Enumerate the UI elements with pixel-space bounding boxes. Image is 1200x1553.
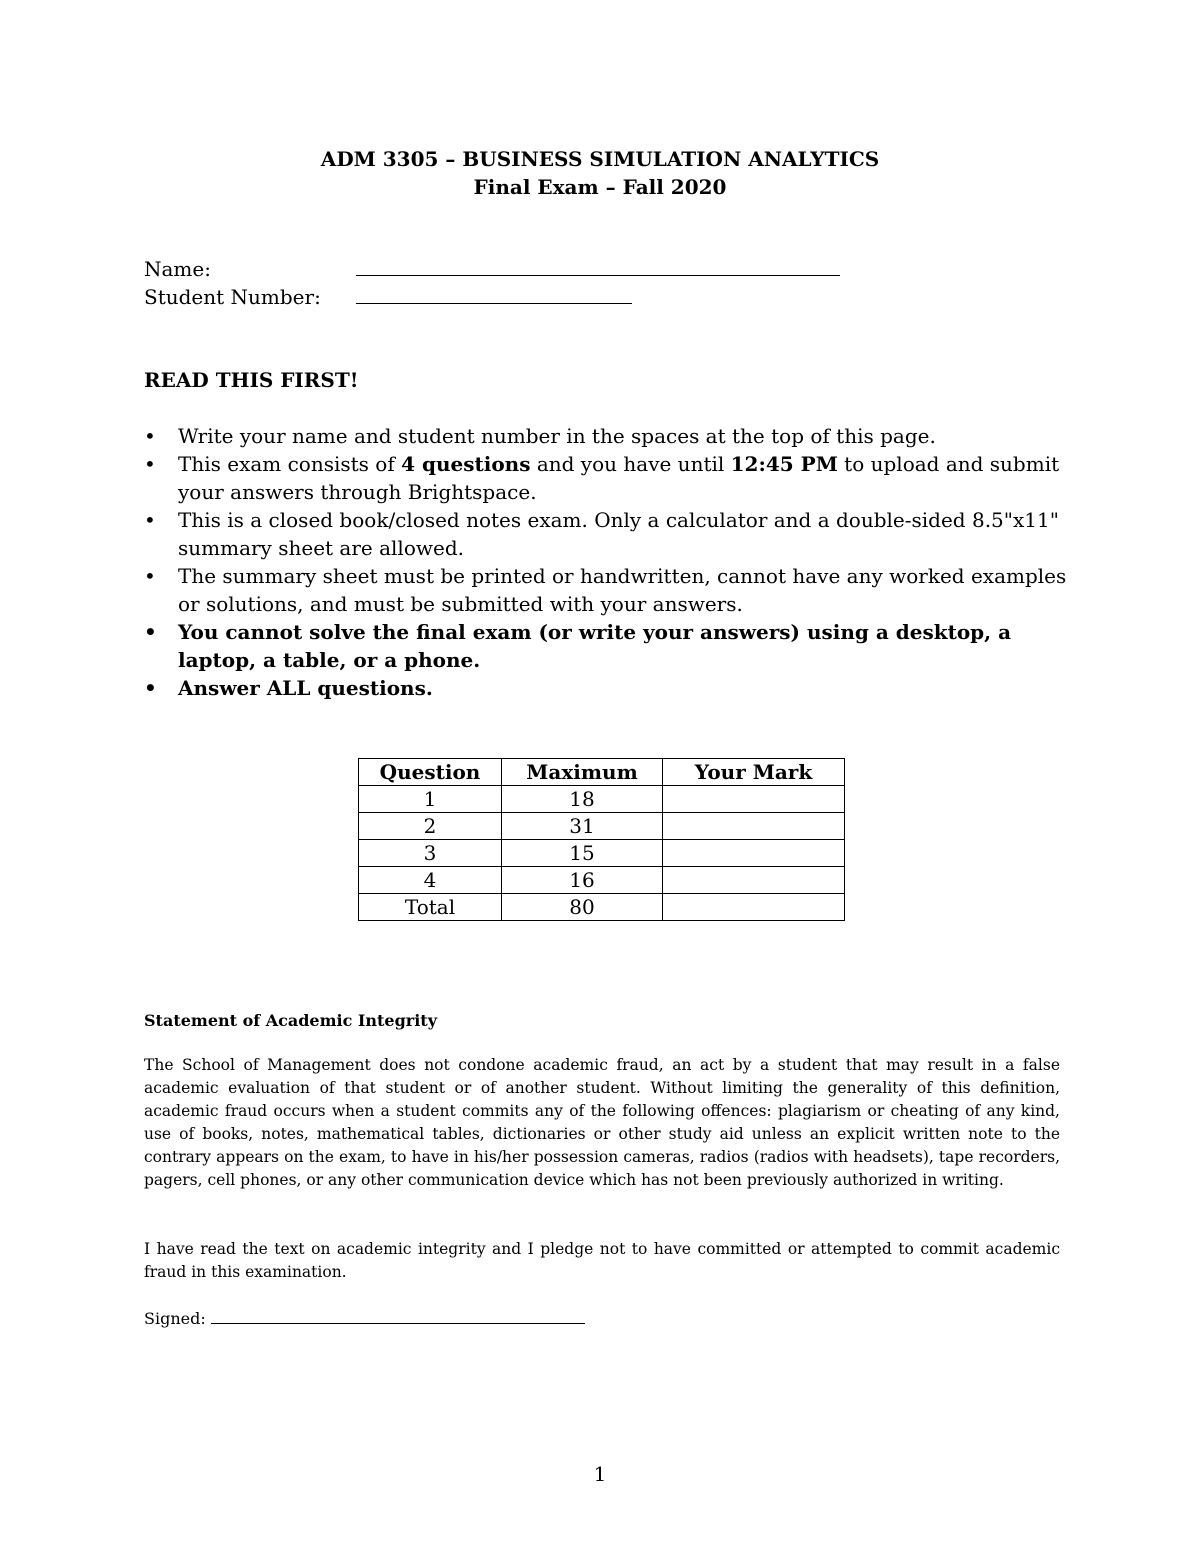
question-cell: 4 [359, 867, 502, 894]
question-count: 4 questions [401, 452, 531, 476]
table-row [359, 786, 845, 813]
page-number: 1 [593, 1462, 607, 1486]
header-maximum: Maximum [502, 759, 663, 786]
course-title: ADM 3305 – BUSINESS SIMULATION ANALYTICS [320, 147, 880, 171]
instruction-text: to upload and submit your answers through Brightspace. [178, 452, 1060, 504]
instruction-item [144, 562, 1074, 618]
bullet-icon: • [144, 508, 156, 532]
question-cell: 1 [359, 786, 502, 813]
student-number-blank-line[interactable] [356, 283, 632, 304]
instruction-text: This exam consists of [178, 452, 402, 476]
maximum-cell: 31 [502, 813, 663, 840]
table-row [359, 867, 845, 894]
instruction-item [144, 422, 1074, 450]
instruction-item [144, 450, 1074, 506]
your-mark-cell[interactable] [663, 867, 845, 894]
table-row [359, 840, 845, 867]
maximum-cell: 80 [502, 894, 663, 921]
bullet-icon: • [144, 620, 157, 644]
instructions-heading: READ THIS FIRST! [144, 368, 359, 392]
integrity-pledge: I have read the text on academic integrity and I pledge not to have committed or attempted to commit academic fraud in this examination. [144, 1240, 1060, 1281]
your-mark-cell[interactable] [663, 894, 845, 921]
signed-label: Signed: [144, 1309, 206, 1328]
name-field-row [144, 255, 840, 283]
maximum-cell: 15 [502, 840, 663, 867]
signature-row [144, 1307, 585, 1330]
instruction-text: This is a closed book/closed notes exam. Only a calculator and a double-sided 8.5"x11" summary sheet are allowed. [178, 508, 1059, 560]
your-mark-cell[interactable] [663, 813, 845, 840]
bullet-icon: • [144, 676, 157, 700]
name-label: Name: [144, 257, 211, 281]
question-cell: 2 [359, 813, 502, 840]
instruction-text: You cannot solve the final exam (or write your answers) using a desktop, a laptop, a table, or a phone. [178, 620, 1012, 672]
instructions-list [144, 422, 1074, 702]
table-header-row [359, 759, 845, 786]
your-mark-cell[interactable] [663, 786, 845, 813]
name-blank-line[interactable] [356, 255, 840, 276]
question-cell: Total [359, 894, 502, 921]
instruction-item [144, 506, 1074, 562]
header-question: Question [359, 759, 502, 786]
maximum-cell: 16 [502, 867, 663, 894]
deadline-time: 12:45 PM [730, 452, 838, 476]
integrity-paragraph: The School of Management does not condone academic fraud, an act by a student that may result in a false academic evaluation of that student or of another student. Without limiting the generality of this definition, academic fraud occurs when a student commits any of the following offences: plagiarism or cheating of any kind, use of books, notes, mathematical tables, dictionaries or other study aid unless an explicit written note to the contrary appears on the exam, to have in his/her possession cameras, radios (radios with headsets), tape recorders, pagers, cell phones, or any other communication device which has not been previously authorized in writing. [144, 1056, 1060, 1189]
student-number-field-row [144, 283, 632, 311]
header-your-mark: Your Mark [663, 759, 845, 786]
exam-title: Final Exam – Fall 2020 [473, 175, 727, 199]
instruction-item [144, 674, 1074, 702]
instruction-text: Answer ALL questions. [178, 676, 433, 700]
marks-table [358, 758, 845, 921]
bullet-icon: • [144, 452, 156, 476]
instruction-text: The summary sheet must be printed or handwritten, cannot have any worked examples or solutions, and must be submitted with your answers. [178, 564, 1067, 616]
instruction-item [144, 618, 1074, 674]
integrity-heading: Statement of Academic Integrity [144, 1011, 437, 1030]
title-block [0, 145, 1200, 201]
maximum-cell: 18 [502, 786, 663, 813]
bullet-icon: • [144, 424, 156, 448]
signature-blank-line[interactable] [211, 1307, 585, 1324]
bullet-icon: • [144, 564, 156, 588]
your-mark-cell[interactable] [663, 840, 845, 867]
instruction-text: Write your name and student number in the spaces at the top of this page. [178, 424, 936, 448]
instruction-text: and you have until [530, 452, 731, 476]
table-row [359, 894, 845, 921]
table-row [359, 813, 845, 840]
question-cell: 3 [359, 840, 502, 867]
student-number-label: Student Number: [144, 285, 321, 309]
